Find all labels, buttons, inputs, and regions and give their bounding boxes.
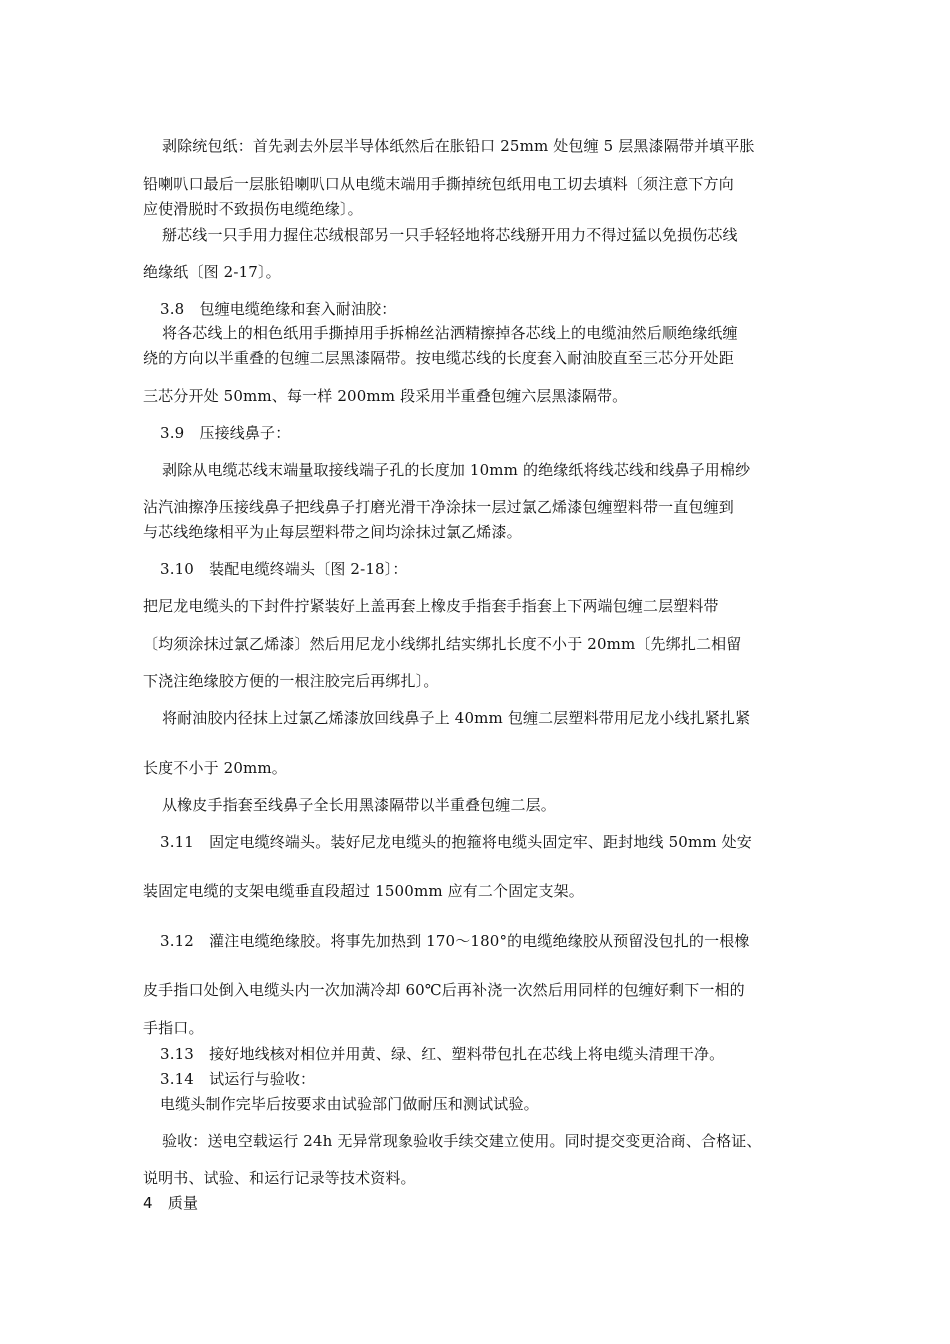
paragraph-line: 电缆头制作完毕后按要求由试验部门做耐压和测试试验。 bbox=[160, 1095, 539, 1113]
section-heading: 3.8 包缠电缆绝缘和套入耐油胶： bbox=[160, 300, 397, 318]
paragraph-line: 掰芯线一只手用力握住芯绒根部另一只手轻轻地将芯线掰开用力不得过猛以免损伤芯线 bbox=[162, 226, 738, 244]
paragraph-line: 铅喇叭口最后一层胀铅喇叭口从电缆末端用手撕掉统包纸用电工切去填料〔须注意下方向 bbox=[143, 175, 734, 193]
paragraph-line: 与芯线绝缘相平为止每层塑料带之间均涂抹过氯乙烯漆。 bbox=[143, 523, 522, 541]
paragraph-line: 验收：送电空载运行 24h 无异常现象验收手续交建立使用。同时提交变更洽商、合格证、 bbox=[162, 1132, 762, 1150]
section-heading: 3.9 压接线鼻子： bbox=[160, 424, 291, 442]
paragraph-line: 手指口。 bbox=[143, 1019, 204, 1037]
paragraph-line: 绕的方向以半重叠的包缠二层黑漆隔带。按电缆芯线的长度套入耐油胶直至三芯分开处距 bbox=[143, 349, 734, 367]
paragraph-line: 皮手指口处倒入电缆头内一次加满冷却 60℃后再补浇一次然后用同样的包缠好剩下一相的 bbox=[143, 981, 745, 999]
paragraph-line: 〔均须涂抹过氯乙烯漆〕然后用尼龙小线绑扎结实绑扎长度不小于 20mm〔先绑扎二相留 bbox=[143, 635, 742, 653]
section-heading: 3.13 接好地线核对相位并用黄、绿、红、塑料带包扎在芯线上将电缆头清理干净。 bbox=[160, 1045, 725, 1063]
paragraph-line: 把尼龙电缆头的下封件拧紧装好上盖再套上橡皮手指套手指套上下两端包缠二层塑料带 bbox=[143, 597, 719, 615]
paragraph-line: 应使滑脱时不致损伤电缆绝缘〕。 bbox=[143, 200, 363, 218]
paragraph-line: 三芯分开处 50mm、每一样 200mm 段采用半重叠包缠六层黑漆隔带。 bbox=[143, 387, 628, 405]
paragraph-line: 说明书、试验、和运行记录等技术资料。 bbox=[143, 1169, 416, 1187]
paragraph-line: 剥除从电缆芯线末端量取接线端子孔的长度加 10mm 的绝缘纸将线芯线和线鼻子用棉纱 bbox=[162, 461, 751, 479]
paragraph-line: 沾汽油擦净压接线鼻子把线鼻子打磨光滑干净涂抹一层过氯乙烯漆包缠塑料带一直包缠到 bbox=[143, 498, 734, 516]
paragraph-line: 剥除统包纸：首先剥去外层半导体纸然后在胀铅口 25mm 处包缠 5 层黑漆隔带并填平胀 bbox=[162, 137, 755, 155]
paragraph-line: 绝缘纸〔图 2-17〕。 bbox=[143, 263, 281, 281]
paragraph-line: 将各芯线上的相色纸用手撕掉用手拆棉丝沾洒精擦掉各芯线上的电缆油然后顺绝缘纸缠 bbox=[162, 324, 738, 342]
section-heading: 3.12 灌注电缆绝缘胶。将事先加热到 170～180°的电缆绝缘胶从预留没包扎的一根橡 bbox=[160, 932, 750, 950]
paragraph-line: 装固定电缆的支架电缆垂直段超过 1500mm 应有二个固定支架。 bbox=[143, 882, 584, 900]
section-heading: 3.11 固定电缆终端头。装好尼龙电缆头的抱箍将电缆头固定牢、距封地线 50mm 处安 bbox=[160, 833, 752, 851]
paragraph-line: 从橡皮手指套至线鼻子全长用黑漆隔带以半重叠包缠二层。 bbox=[162, 796, 556, 814]
paragraph-line: 长度不小于 20mm。 bbox=[143, 759, 287, 777]
chapter-heading: 4 质量 bbox=[143, 1194, 199, 1212]
paragraph-line: 将耐油胶内径抹上过氯乙烯漆放回线鼻子上 40mm 包缠二层塑料带用尼龙小线扎紧扎紧 bbox=[162, 709, 751, 727]
section-heading: 3.14 试运行与验收： bbox=[160, 1070, 316, 1088]
section-heading: 3.10 装配电缆终端头〔图 2-18〕： bbox=[160, 560, 408, 578]
paragraph-line: 下浇注绝缘胶方便的一根注胶完后再绑扎〕。 bbox=[143, 672, 439, 690]
